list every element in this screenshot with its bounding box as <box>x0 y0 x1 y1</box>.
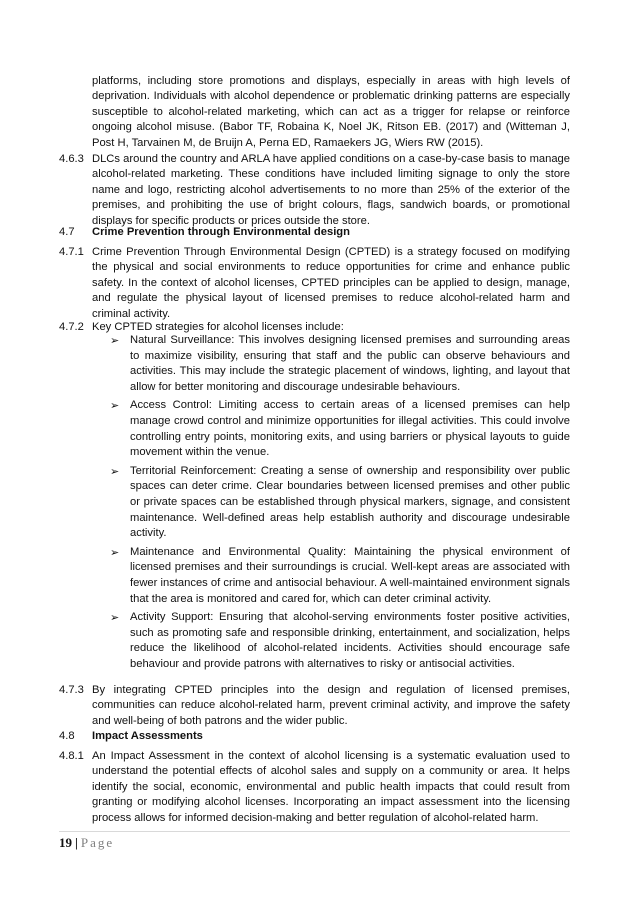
section-4-7-3 <box>59 683 570 729</box>
heading-title: Crime Prevention through Environmental design <box>92 226 350 238</box>
page-label: Page <box>80 835 115 850</box>
section-text: DLCs around the country and ARLA have applied conditions on a case-by-case basis to manage alcohol-related marketing. These conditions have included limiting signage to only the store name and logo, restricting alcohol advertisements to no more than 25% of the exterior of the premises, and prohibiting the use of bright colours, flags, sandwich boards, or promotional displays for specific products or prices outside the store. <box>92 153 570 227</box>
list-item-text: Activity Support: Ensuring that alcohol-serving environments foster positive activities, such as promoting safe and responsible drinking, entertainment, and socialization, helps reduce the likelihood of alcohol-related incidents. Activities should encourage safe behaviour and provide patrons with alternatives to risky or antisocial activities. <box>130 611 570 670</box>
heading-title: Impact Assessments <box>92 730 203 742</box>
list-item-text: Maintenance and Environmental Quality: Maintaining the physical environment of licensed premises and their surroundings is crucial. Well-kept areas are associated with fewer instances of crime and antisocial behaviour. A well-maintained environment signals that the area is monitored and cared for, which can deter criminal activity. <box>130 545 570 605</box>
section-4-6-3 <box>59 152 570 229</box>
list-item <box>110 333 570 395</box>
page-number: 19 <box>59 835 72 850</box>
section-text: Crime Prevention Through Environmental Design (CPTED) is a strategy focused on modifying the physical and social environments to reduce opportunities for crime and enhance public safety. In the context of alcohol licenses, CPTED principles can be applied to design, manage, and regulate the physical layout of licensed premises to reduce alcohol-related harm and criminal activity. <box>92 246 570 320</box>
intro-paragraph: platforms, including store promotions and displays, especially in areas with high levels of deprivation. Individuals with alcohol dependence or problematic drinking patterns are especially susceptible to alcohol-related marketing, which can act as a trigger for relapse or reinforce ongoing alcohol misuse. (Babor TF, Robaina K, Noel JK, Ritson EB. (2017) and (Witteman J, Post H, Tarvainen M, de Bruijn A, Perna ED, Ramaekers JG, Wiers RW (2015). <box>92 75 570 149</box>
list-item-text: Territorial Reinforcement: Creating a sense of ownership and responsibility over public spaces can deter crime. Clear boundaries between licensed premises and other public or private spaces can be established through physical markers, signage, and consistent maintenance. Well-defined areas help establish authority and discourage undesirable activity. <box>130 464 570 540</box>
heading-number: 4.8 <box>59 730 75 742</box>
section-number: 4.7.1 <box>59 246 84 258</box>
section-text: By integrating CPTED principles into the design and regulation of licensed premises, communities can reduce alcohol-related harm, prevent criminal activity, and improve the safety and well-being of both patrons and the wider public. <box>92 684 570 727</box>
arrow-bullet-icon: ➢ <box>110 464 120 478</box>
heading-4-7 <box>59 225 350 240</box>
page-footer <box>59 835 114 851</box>
arrow-bullet-icon: ➢ <box>110 611 120 625</box>
section-number: 4.7.3 <box>59 684 84 696</box>
list-item <box>110 398 570 460</box>
list-item-text: Natural Surveillance: This involves designing licensed premises and surrounding areas to maximize visibility, ensuring that staff and the public can observe behaviours and activities. This may include the strategic placement of windows, lighting, and layout that allow for better monitoring and discourage undesirable behaviours. <box>130 334 570 393</box>
cpted-strategy-list <box>110 333 570 675</box>
arrow-bullet-icon: ➢ <box>110 399 120 413</box>
list-item <box>110 610 570 672</box>
section-number: 4.7.2 <box>59 321 84 333</box>
section-text: Key CPTED strategies for alcohol licenses include: <box>92 321 344 333</box>
section-4-8-1 <box>59 749 570 826</box>
footer-divider <box>59 831 570 832</box>
section-number: 4.6.3 <box>59 153 84 165</box>
section-text: An Impact Assessment in the context of alcohol licensing is a systematic evaluation used to understand the potential effects of alcohol sales and supply on a community or area. It helps identify the social, economic, environmental and public health impacts that could result from granting or modifying alcohol licenses. Incorporating an impact assessment into the licensing process allows for informed decision-making and better regulation of alcohol-related harm. <box>92 750 570 824</box>
footer-separator: | <box>75 835 78 850</box>
section-4-7-1 <box>59 245 570 322</box>
list-item <box>110 545 570 607</box>
list-item-text: Access Control: Limiting access to certain areas of a licensed premises can help manage crowd control and minimize opportunities for illegal activities. This could involve controlling entry points, monitoring exits, and using barriers or physical layouts to guide movement within the venue. <box>130 399 570 459</box>
section-number: 4.8.1 <box>59 750 84 762</box>
list-item <box>110 464 570 542</box>
arrow-bullet-icon: ➢ <box>110 334 120 347</box>
heading-number: 4.7 <box>59 226 75 238</box>
arrow-bullet-icon: ➢ <box>110 545 120 559</box>
heading-4-8 <box>59 729 203 744</box>
